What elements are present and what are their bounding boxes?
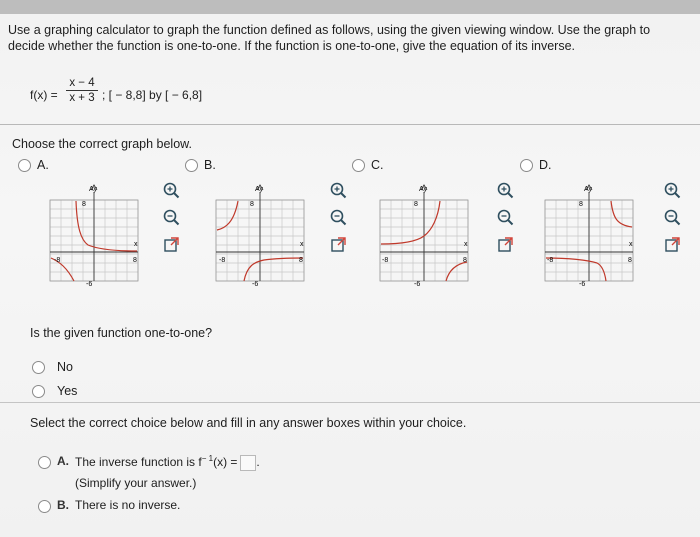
- zoom-in-icon[interactable]: [330, 182, 347, 199]
- graph-b-y-label: Ay: [254, 186, 264, 193]
- graph-option-a[interactable]: [18, 158, 49, 172]
- zoom-out-icon[interactable]: [163, 209, 180, 226]
- question-page: [0, 14, 700, 537]
- graph-d-curve-right: [611, 201, 632, 227]
- question-text: Use a graphing calculator to graph the function defined as follows, using the given viewing window. Use the graph to decide whether the function is one-to-one. If the function is one-to-one, give the equation of its inverse.: [8, 23, 651, 53]
- graph-d-y-label: Ay: [583, 186, 593, 193]
- graph-b[interactable]: [214, 178, 306, 288]
- simplify-hint: (Simplify your answer.): [75, 475, 197, 490]
- formula-denominator: x + 3: [69, 92, 95, 104]
- open-new-window-icon[interactable]: [163, 236, 180, 253]
- graph-c-x-label: x: [464, 241, 468, 248]
- graph-d-x-label: x: [629, 241, 633, 248]
- zoom-in-icon[interactable]: [163, 182, 180, 199]
- answer-choice-b[interactable]: [38, 498, 180, 513]
- graph-b-curve-left: [217, 201, 238, 230]
- graph-option-a-label: A.: [37, 158, 49, 172]
- radio-b[interactable]: [185, 159, 198, 172]
- zoom-out-icon[interactable]: [497, 209, 514, 226]
- answer-a-text-after: (x) =: [213, 455, 238, 469]
- graph-option-b-label: B.: [204, 158, 216, 172]
- radio-c[interactable]: [352, 159, 365, 172]
- graph-c[interactable]: [378, 178, 470, 288]
- graph-b-top-tick: 8: [250, 201, 254, 208]
- radio-d[interactable]: [520, 159, 533, 172]
- formula-fraction: [66, 77, 98, 104]
- graph-d-tools: [664, 182, 684, 263]
- graph-option-c-label: C.: [371, 158, 384, 172]
- zoom-out-icon[interactable]: [330, 209, 347, 226]
- graph-a-left-tick: -8: [54, 257, 61, 264]
- graph-c-bottom-tick: -6: [414, 281, 421, 288]
- answer-a-body: [75, 454, 260, 490]
- graph-c-left-tick: -8: [382, 257, 389, 264]
- graph-c-tools: [497, 182, 517, 263]
- radio-answer-b[interactable]: [38, 500, 51, 513]
- graph-c-curve-right: [446, 262, 467, 281]
- graph-b-bottom-tick: -6: [252, 281, 259, 288]
- graph-a-tools: [163, 182, 183, 263]
- inverse-superscript: − 1: [201, 454, 214, 463]
- answer-no[interactable]: [32, 360, 73, 374]
- graph-a[interactable]: [48, 178, 140, 288]
- graph-c-top-tick: 8: [414, 201, 418, 208]
- answer-b-letter: B.: [57, 498, 69, 512]
- graph-d-right-tick: 8: [628, 257, 632, 264]
- graph-a-right-tick: 8: [133, 257, 137, 264]
- graph-c-curve-left: [381, 201, 440, 244]
- graph-d-curve-left: [546, 258, 606, 281]
- graph-a-curve-right: [76, 201, 137, 251]
- graph-c-right-tick: 8: [463, 257, 467, 264]
- graph-d-left-tick: -8: [547, 257, 554, 264]
- radio-answer-a[interactable]: [38, 456, 51, 469]
- graph-d-top-tick: 8: [579, 201, 583, 208]
- answer-yes-label: Yes: [57, 384, 78, 398]
- zoom-out-icon[interactable]: [664, 209, 681, 226]
- viewing-window: ; [ − 8,8] by [ − 6,8]: [102, 88, 203, 102]
- zoom-in-icon[interactable]: [497, 182, 514, 199]
- open-new-window-icon[interactable]: [330, 236, 347, 253]
- window-top-edge: [0, 0, 700, 14]
- graph-d-bottom-tick: -6: [579, 281, 586, 288]
- answer-yes[interactable]: [32, 384, 77, 398]
- graph-b-right-tick: 8: [299, 257, 303, 264]
- graph-a-bottom-tick: -6: [86, 281, 93, 288]
- graph-b-curve-right: [244, 258, 303, 281]
- one-to-one-question: Is the given function one-to-one?: [30, 326, 213, 340]
- answer-b-text: There is no inverse.: [75, 498, 181, 512]
- graph-b-tools: [330, 182, 350, 263]
- radio-yes[interactable]: [32, 385, 45, 398]
- graph-option-d-label: D.: [539, 158, 552, 172]
- formula-lhs: f(x) =: [30, 88, 58, 102]
- section-divider-2: [0, 402, 700, 403]
- answer-a-text: The inverse function is f: [75, 455, 202, 469]
- section-divider: [0, 124, 700, 125]
- graph-a-x-label: x: [134, 241, 138, 248]
- graph-a-y-label: Ay: [88, 186, 98, 193]
- zoom-in-icon[interactable]: [664, 182, 681, 199]
- answer-choice-a[interactable]: [38, 454, 260, 490]
- answer-a-period: .: [256, 455, 260, 469]
- open-new-window-icon[interactable]: [664, 236, 681, 253]
- graph-c-y-label: Ay: [418, 186, 428, 193]
- graph-b-left-tick: -8: [219, 257, 226, 264]
- graph-b-x-label: x: [300, 241, 304, 248]
- inverse-answer-box[interactable]: [240, 455, 256, 471]
- select-instruction: Select the correct choice below and fill in any answer boxes within your choice.: [30, 416, 467, 430]
- graph-option-b[interactable]: [185, 158, 216, 172]
- radio-a[interactable]: [18, 159, 31, 172]
- open-new-window-icon[interactable]: [497, 236, 514, 253]
- graph-a-top-tick: 8: [82, 201, 86, 208]
- answer-a-letter: A.: [57, 454, 69, 468]
- graph-d[interactable]: [543, 178, 635, 288]
- choose-graph-prompt: Choose the correct graph below.: [12, 137, 192, 151]
- graph-option-c[interactable]: [352, 158, 384, 172]
- formula-numerator: x − 4: [66, 77, 98, 91]
- answer-no-label: No: [57, 360, 73, 374]
- graph-option-d[interactable]: [520, 158, 552, 172]
- radio-no[interactable]: [32, 361, 45, 374]
